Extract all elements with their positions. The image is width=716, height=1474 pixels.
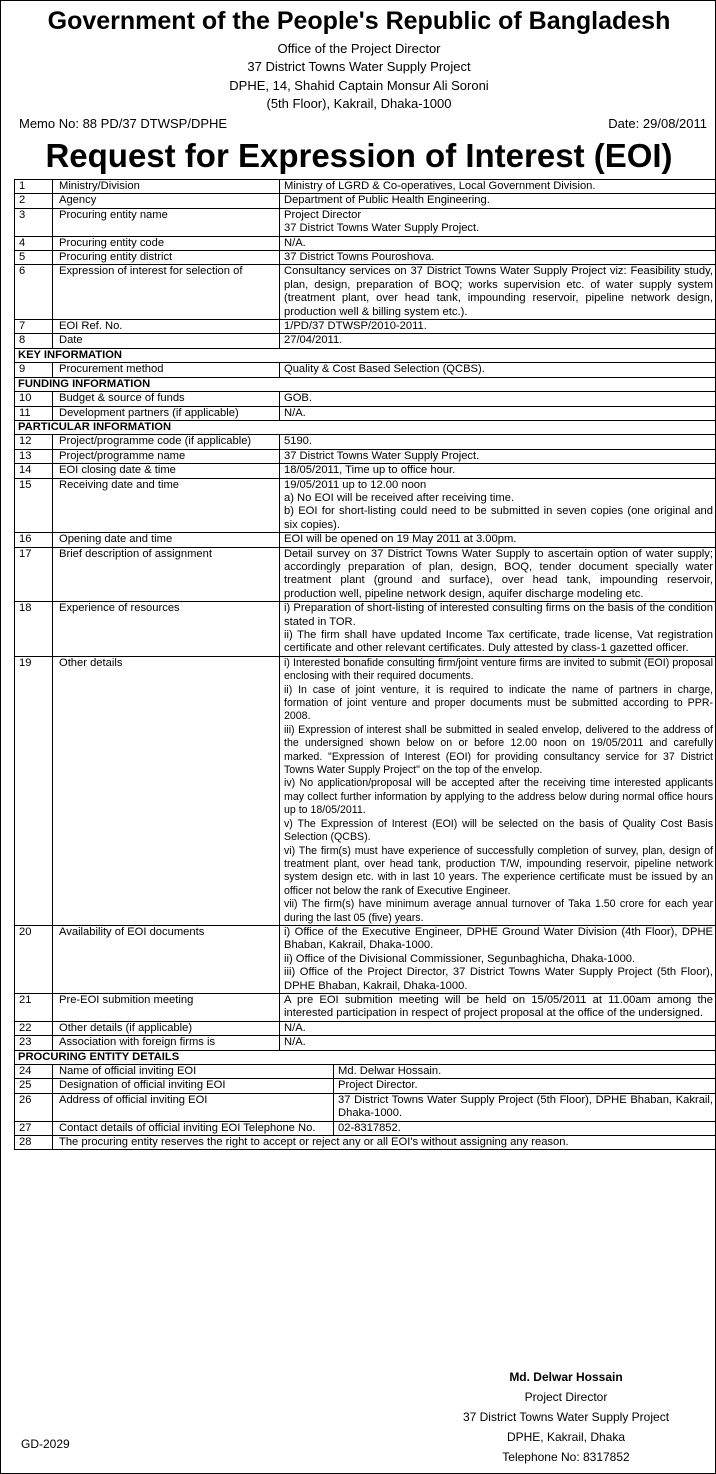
row-value — [280, 334, 716, 348]
value-line: v) The Expression of Interest (EOI) will be selected on the basis of Quality Cost Basis Selection (QCBS). — [284, 817, 713, 844]
row-value — [280, 251, 716, 265]
value-line: N/A. — [284, 1021, 306, 1034]
row-value — [280, 194, 716, 208]
section-title: FUNDING INFORMATION — [15, 377, 716, 391]
value-line: 37 District Towns Water Supply Project. — [284, 222, 480, 235]
eoi-details-table — [14, 179, 716, 1150]
reservation-row — [15, 1136, 716, 1150]
table-row — [15, 464, 716, 478]
row-value — [280, 993, 716, 1021]
row-value — [280, 464, 716, 478]
row-number: 4 — [15, 236, 53, 250]
row-number: 25 — [15, 1079, 53, 1093]
row-label: Date — [53, 334, 280, 348]
row-value — [334, 1079, 716, 1093]
section-header-row — [15, 377, 716, 391]
value-line: Consultancy services on 37 District Towns Water Supply Project viz: Feasibility study, plan, design, preparation of BOQ; works supervision etc. of water supply system (treatment plant, over head tank, impounding reservoir, pipeline network design, production well & billing system etc.). — [284, 265, 713, 318]
value-line: iii) Office of the Project Director, 37 District Towns Water Supply Project (5th Floor), DPHE Bhaban, Kakrail, Dhaka-1000. — [284, 966, 713, 992]
table-row — [15, 1036, 716, 1050]
row-value — [280, 363, 716, 377]
row-label: Brief description of assignment — [53, 547, 280, 602]
row-label: Development partners (if applicable) — [53, 406, 280, 420]
section-title: KEY INFORMATION — [15, 348, 716, 362]
row-number: 21 — [15, 993, 53, 1021]
signatory-block — [441, 1367, 691, 1467]
row-value — [334, 1121, 716, 1135]
row-number: 26 — [15, 1093, 53, 1121]
row-value — [280, 925, 716, 993]
row-value — [280, 602, 716, 657]
row-number: 12 — [15, 435, 53, 449]
value-line: N/A. — [284, 1036, 306, 1049]
row-number: 9 — [15, 363, 53, 377]
value-line: a) No EOI will be received after receiving time. — [284, 491, 515, 504]
row-value — [280, 392, 716, 406]
signatory-address: DPHE, Kakrail, Dhaka — [506, 1430, 626, 1444]
table-row — [15, 236, 716, 250]
table-row — [15, 925, 716, 993]
section-header-row — [15, 348, 716, 362]
value-line: EOI will be opened on 19 May 2011 at 3.00pm. — [284, 533, 517, 546]
value-line: A pre EOI submition meeting will be held on 15/05/2011 at 11.00am among the interested participation in respect of project proposal at the office of the undersigned. — [284, 993, 713, 1020]
table-row — [15, 533, 716, 547]
value-line: Department of Public Health Engineering. — [284, 194, 490, 207]
value-line: iv) No application/proposal will be accepted after the receiving time interested applicants may collect further information by applying to the address below during normal office hours up to 18/05/2011. — [284, 777, 713, 817]
memo-number: Memo No: 88 PD/37 DTWSP/DPHE — [19, 116, 228, 131]
value-line: 02-8317852. — [338, 1121, 401, 1134]
value-line: vi) The firm(s) must have experience of successfully completion of survey, plan, design of treatment plant, over head tank, production T/W, impounding reservoir, pipeline network system design etc. with in last 10 years. The experience certificate must be issued by an officer not below the rank of Executive Engineer. — [284, 844, 713, 897]
value-line: Project Director. — [338, 1079, 418, 1092]
table-row — [15, 993, 716, 1021]
row-value — [280, 208, 716, 236]
row-number: 10 — [15, 392, 53, 406]
row-value — [280, 533, 716, 547]
value-line: N/A. — [284, 236, 306, 249]
row-label: EOI closing date & time — [53, 464, 280, 478]
office-line: Office of the Project Director — [277, 41, 441, 56]
row-value — [280, 449, 716, 463]
row-value — [280, 478, 716, 533]
table-row — [15, 449, 716, 463]
gd-code: GD-2029 — [21, 1437, 70, 1451]
row-value — [280, 265, 716, 320]
row-number: 22 — [15, 1021, 53, 1035]
value-line: vii) The firm(s) have minimum average annual turnover of Taka 1.50 crore for each year during the last 05 (five) years. — [284, 898, 713, 924]
row-label: Other details (if applicable) — [53, 1021, 280, 1035]
value-line: i) Preparation of short-listing of interested consulting firms on the basis of the condition stated in TOR. — [284, 602, 713, 628]
table-row — [15, 406, 716, 420]
value-line: 37 District Towns Pouroshova. — [284, 251, 435, 264]
row-label: Other details — [53, 656, 280, 925]
row-label: Procuring entity name — [53, 208, 280, 236]
row-value — [280, 236, 716, 250]
row-number: 19 — [15, 656, 53, 925]
row-value — [280, 1021, 716, 1035]
table-row — [15, 334, 716, 348]
value-line: i) Office of the Executive Engineer, DPHE Ground Water Division (4th Floor), DPHE Bhaban, Kakrail, Dhaka-1000. — [284, 925, 713, 952]
address-line-2: (5th Floor), Kakrail, Dhaka-1000 — [266, 96, 452, 111]
row-value — [334, 1065, 716, 1079]
value-line: GOB. — [284, 392, 312, 405]
signatory-designation: Project Director — [524, 1390, 608, 1404]
value-line: Ministry of LGRD & Co-operatives, Local Government Division. — [284, 180, 596, 192]
row-value — [280, 656, 716, 925]
entity-row — [15, 1065, 716, 1079]
table-row — [15, 1021, 716, 1035]
row-number: 2 — [15, 194, 53, 208]
document-title: Request for Expression of Interest (EOI) — [45, 137, 673, 174]
row-label: Address of official inviting EOI — [53, 1093, 334, 1121]
government-heading: Government of the People's Republic of Bangladesh — [47, 7, 671, 35]
section-header-row — [15, 420, 716, 434]
row-number: 17 — [15, 547, 53, 602]
table-row — [15, 602, 716, 657]
entity-row — [15, 1093, 716, 1121]
row-number: 18 — [15, 602, 53, 657]
signatory-name: Md. Delwar Hossain — [509, 1370, 623, 1384]
entity-row — [15, 1121, 716, 1135]
table-row — [15, 265, 716, 320]
table-row — [15, 478, 716, 533]
row-value — [334, 1093, 716, 1121]
row-value — [280, 1036, 716, 1050]
row-value — [280, 406, 716, 420]
entity-row — [15, 1079, 716, 1093]
value-line: 37 District Towns Water Supply Project (5th Floor), DPHE Bhaban, Kakrail, Dhaka-1000. — [338, 1093, 713, 1120]
value-line: ii) In case of joint venture, it is required to indicate the name of partners in charge, formation of joint venture and proper documents must be submitted according to PPR-2008. — [284, 683, 713, 723]
row-number: 27 — [15, 1121, 53, 1135]
row-label: Ministry/Division — [53, 180, 280, 194]
table-row — [15, 392, 716, 406]
table-row — [15, 208, 716, 236]
row-number: 11 — [15, 406, 53, 420]
row-label: Procurement method — [53, 363, 280, 377]
row-label: Procuring entity district — [53, 251, 280, 265]
value-line: iii) Expression of interest shall be submitted in sealed envelop, delivered to the address of the undersigned shown below on or before 12.00 noon on 19/05/2011 and carefully marked. "Expression of Interest (EOI) for providing consultancy service for 37 District Towns Water Supply Project" on the top of the envelop. — [284, 723, 713, 777]
row-number: 24 — [15, 1065, 53, 1079]
value-line: ii) Office of the Divisional Commissioner, Segunbaghicha, Dhaka-1000. — [284, 952, 636, 965]
value-line: Detail survey on 37 District Towns Water Supply to ascertain option of water supply; accordingly preparation of plan, design, BOQ, tender document specially water treatment plant (ground and surface), over head tank, impounding reservoir, production well, pipeline network design, aquifer discharge modeling etc. — [284, 547, 713, 600]
row-number: 20 — [15, 925, 53, 993]
row-number: 8 — [15, 334, 53, 348]
table-row — [15, 320, 716, 334]
row-number: 23 — [15, 1036, 53, 1050]
row-label: Agency — [53, 194, 280, 208]
row-label: Project/programme name — [53, 449, 280, 463]
row-number: 7 — [15, 320, 53, 334]
row-label: Association with foreign firms is — [53, 1036, 280, 1050]
table-row — [15, 180, 716, 194]
row-number: 13 — [15, 449, 53, 463]
project-line: 37 District Towns Water Supply Project — [247, 59, 471, 74]
row-number: 16 — [15, 533, 53, 547]
row-label: Project/programme code (if applicable) — [53, 435, 280, 449]
table-row — [15, 194, 716, 208]
row-number: 28 — [15, 1136, 53, 1150]
table-row — [15, 435, 716, 449]
row-label: Designation of official inviting EOI — [53, 1079, 334, 1093]
row-value — [280, 547, 716, 602]
row-value — [280, 180, 716, 194]
row-label: Receiving date and time — [53, 478, 280, 533]
value-line: 27/04/2011. — [284, 334, 343, 347]
value-line: 5190. — [284, 435, 312, 448]
section-title: PROCURING ENTITY DETAILS — [15, 1050, 716, 1064]
row-number: 6 — [15, 265, 53, 320]
value-line: ii) The firm shall have updated Income Tax certificate, trade license, Vat registration certificate and other relevant certificates. Duly attested by class-1 gazetted officer. — [284, 629, 713, 655]
row-label: Procuring entity code — [53, 236, 280, 250]
row-label: Opening date and time — [53, 533, 280, 547]
value-line: i) Interested bonafide consulting firm/joint venture firms are invited to submit (EOI) proposal enclosing with their required documents. — [284, 656, 713, 683]
row-label: EOI Ref. No. — [53, 320, 280, 334]
value-line: Project Director — [284, 208, 362, 221]
address-line: DPHE, 14, Shahid Captain Monsur Ali Soroni — [229, 78, 489, 93]
value-line: 19/05/2011 up to 12.00 noon — [284, 478, 427, 491]
value-line: Quality & Cost Based Selection (QCBS). — [284, 363, 485, 376]
row-number: 3 — [15, 208, 53, 236]
row-number: 14 — [15, 464, 53, 478]
table-row — [15, 251, 716, 265]
notice-date: Date: 29/08/2011 — [608, 116, 707, 131]
value-line: N/A. — [284, 406, 306, 419]
row-label: Availability of EOI documents — [53, 925, 280, 993]
row-label: Budget & source of funds — [53, 392, 280, 406]
section-header-row — [15, 1050, 716, 1064]
row-label: Contact details of official inviting EOI Telephone No. — [53, 1121, 334, 1135]
table-row — [15, 656, 716, 925]
value-line: 1/PD/37 DTWSP/2010-2011. — [284, 320, 427, 333]
reservation-text: The procuring entity reserves the right to accept or reject any or all EOI's without assigning any reason. — [53, 1136, 716, 1150]
row-label: Expression of interest for selection of — [53, 265, 280, 320]
section-title: PARTICULAR INFORMATION — [15, 420, 716, 434]
row-label: Experience of resources — [53, 602, 280, 657]
value-line: 37 District Towns Water Supply Project. — [284, 449, 480, 462]
value-line: b) EOI for short-listing could need to be submitted in seven copies (one original and six copies). — [284, 505, 713, 531]
row-number: 1 — [15, 180, 53, 194]
signatory-project: 37 District Towns Water Supply Project — [462, 1410, 670, 1424]
row-value — [280, 435, 716, 449]
row-label: Pre-EOI submition meeting — [53, 993, 280, 1021]
signatory-telephone: Telephone No: 8317852 — [502, 1450, 630, 1464]
row-number: 15 — [15, 478, 53, 533]
value-line: Md. Delwar Hossain. — [338, 1065, 442, 1077]
table-row — [15, 363, 716, 377]
row-number: 5 — [15, 251, 53, 265]
row-label: Name of official inviting EOI — [53, 1065, 334, 1079]
value-line: 18/05/2011, Time up to office hour. — [284, 464, 456, 477]
row-value — [280, 320, 716, 334]
table-row — [15, 547, 716, 602]
